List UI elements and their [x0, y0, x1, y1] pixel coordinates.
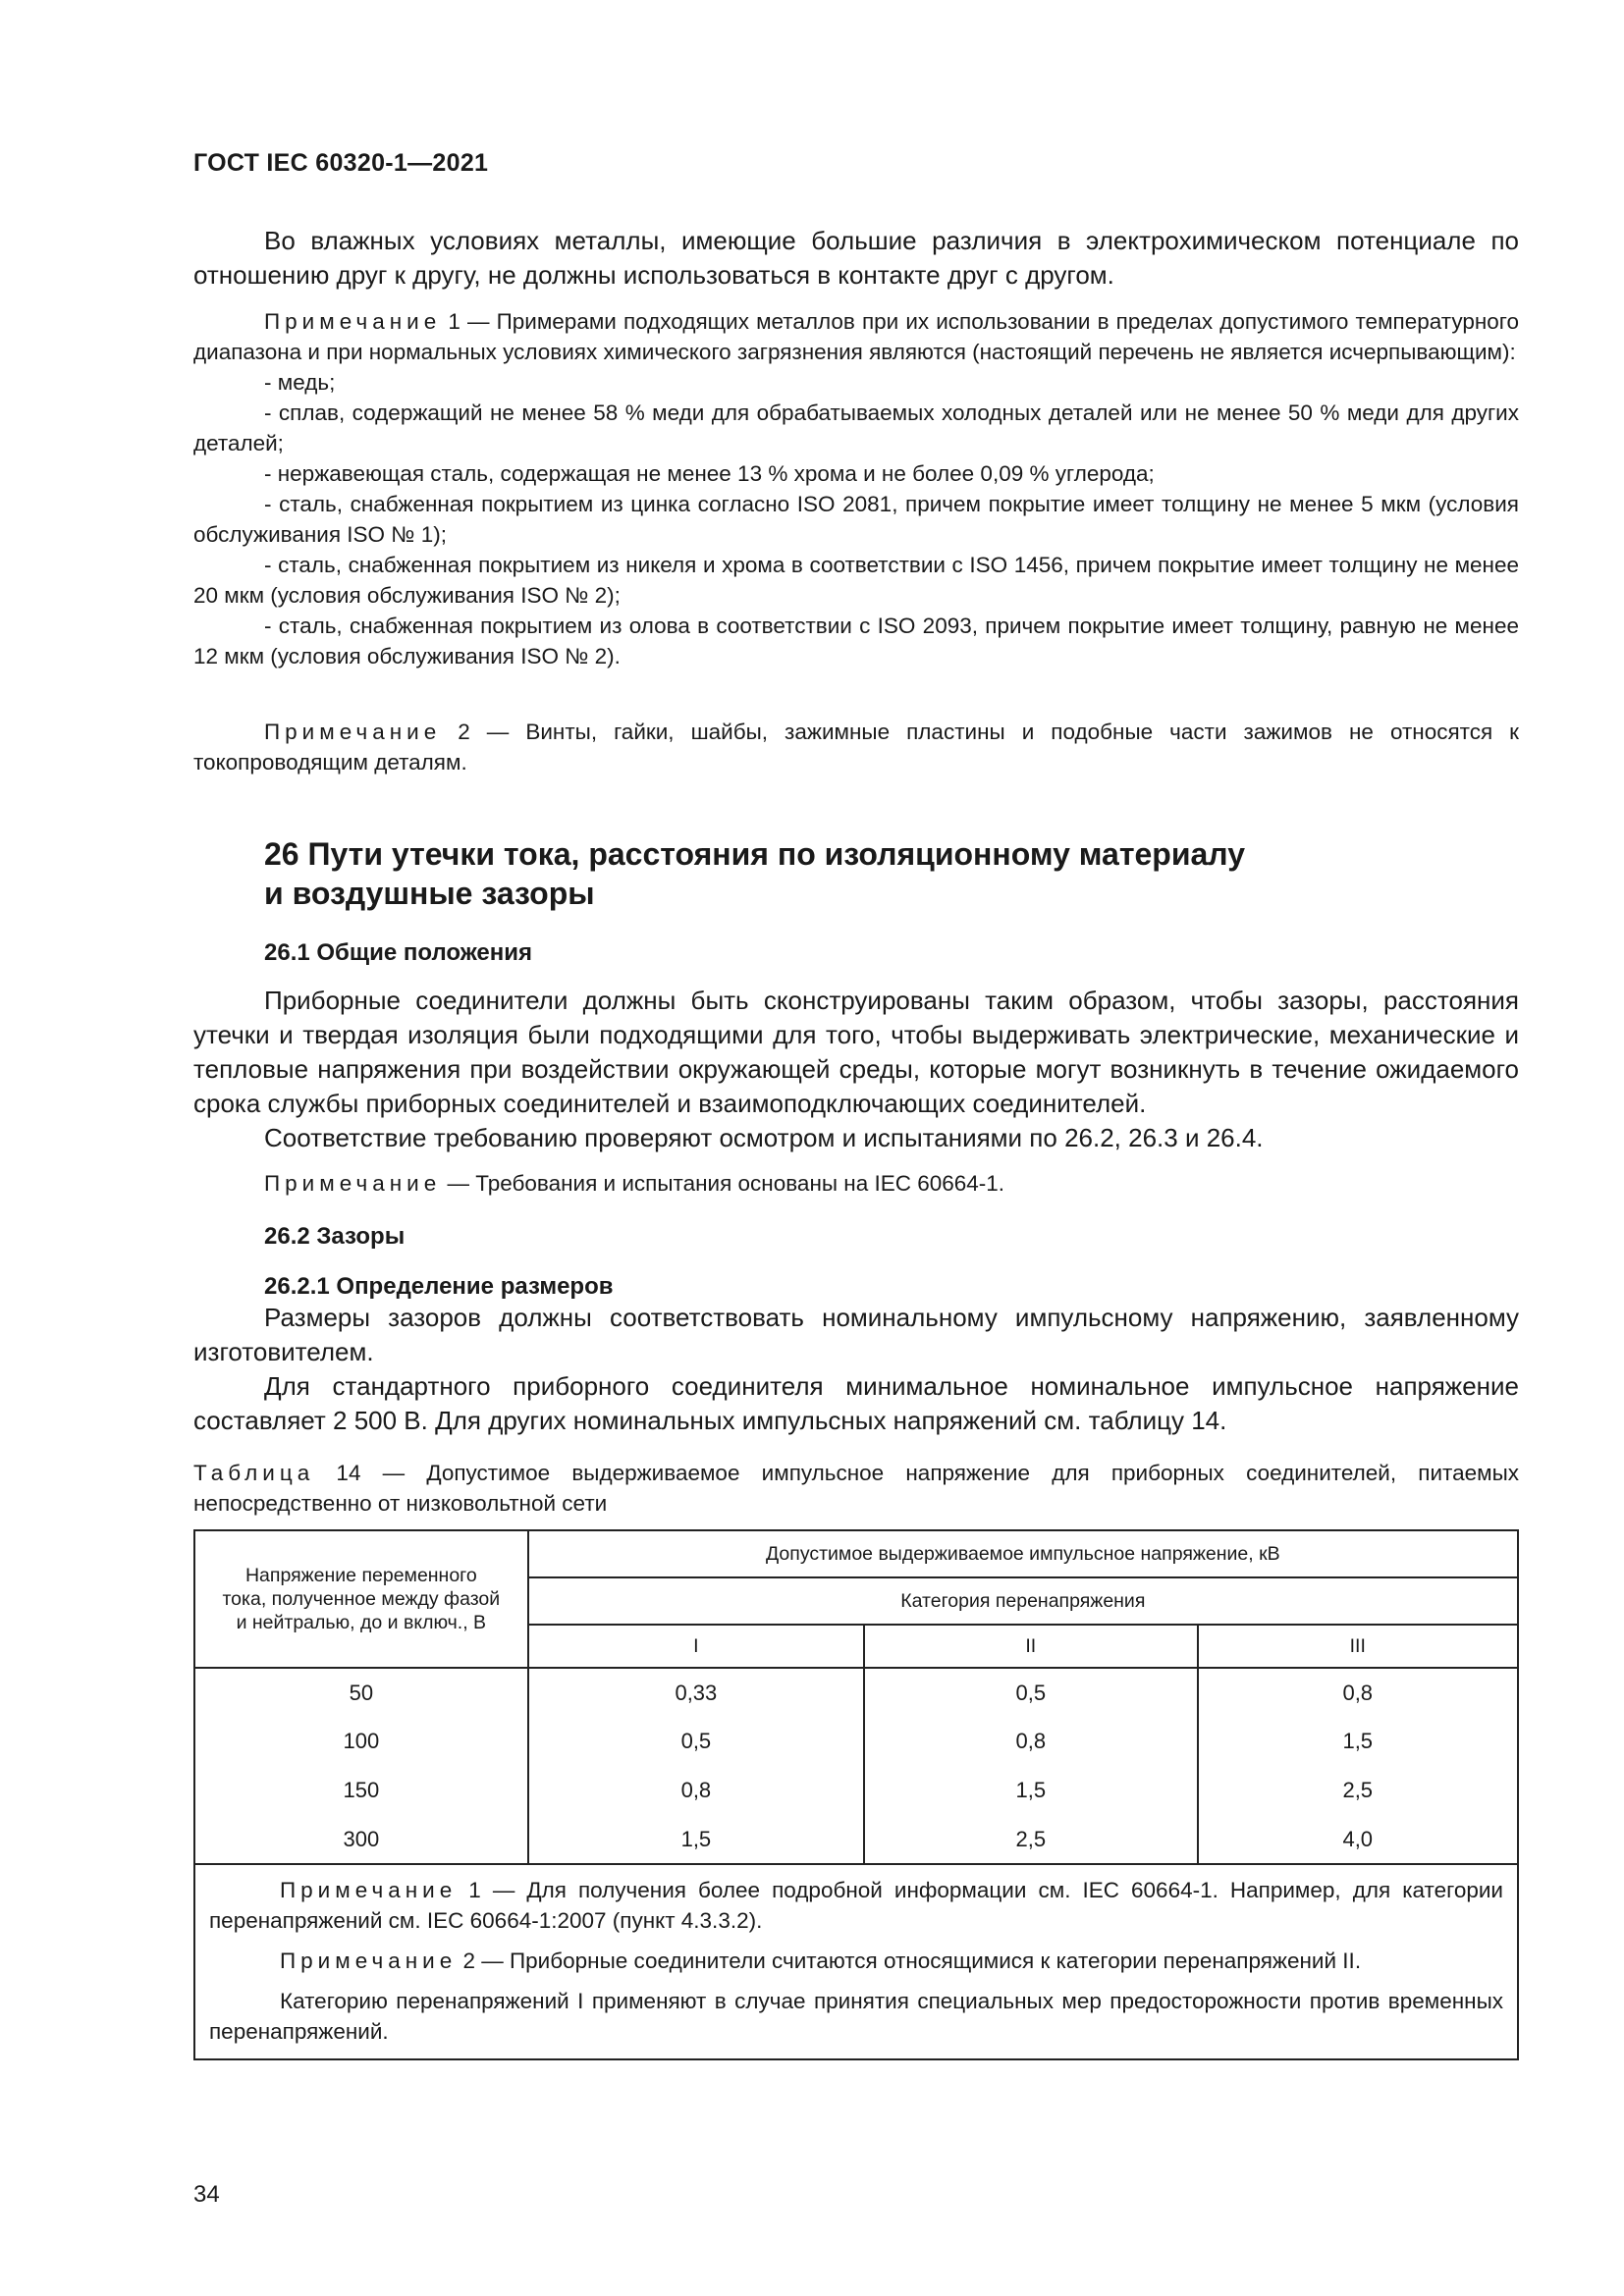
- table-cell: 300: [194, 1815, 528, 1864]
- note-1-item: - сталь, снабженная покрытием из цинка согласно ISO 2081, причем покрытие имеет толщину не менее 5 мкм (условия обслуживания ISO № 1);: [193, 492, 1519, 547]
- intro-block: [193, 224, 1519, 293]
- table-14-notes: [194, 1864, 1518, 2059]
- document-header: ГОСТ IEC 60320-1—2021: [193, 149, 489, 177]
- table-cell: 0,5: [528, 1717, 864, 1766]
- table-14-category-header: III: [1198, 1625, 1518, 1668]
- table-cell: 0,8: [864, 1717, 1197, 1766]
- note-1-item: - сплав, содержащий не менее 58 % меди для обрабатываемых холодных деталей или не менее 50 % меди для других деталей;: [193, 400, 1519, 455]
- section-26-1-paragraph: Приборные соединители должны быть сконструированы таким образом, чтобы зазоры, расстояния утечки и твердая изоляция были подходящими для того, чтобы выдерживать электрические, механические и тепловые напряжения при воздействии окружающей среды, которые могут возникнуть в течение ожидаемого срока службы приборных соединителей и взаимоподключающих соединителей.: [193, 986, 1519, 1118]
- table-14-note-1: [195, 1875, 1517, 1936]
- table-14-grid: [193, 1529, 1519, 2060]
- note-1-lead: [193, 306, 1519, 367]
- section-26-2-title: 26.2 Зазоры: [264, 1223, 406, 1250]
- table-cell: 0,5: [864, 1668, 1197, 1717]
- table-cell: 1,5: [528, 1815, 864, 1864]
- note-1-item: - нержавеющая сталь, содержащая не менее 13 % хрома и не более 0,09 % углерода;: [264, 461, 1155, 486]
- table-14-subgroup-header: Категория перенапряжения: [528, 1577, 1518, 1625]
- note-1-item: - сталь, снабженная покрытием из никеля и хрома в соответствии с ISO 1456, причем покрытие имеет толщину не менее 20 мкм (условия обслуживания ISO № 2);: [193, 553, 1519, 608]
- section-26-2-1-paragraph-2: Для стандартного приборного соединителя минимальное номинальное импульсное напряжение составляет 2 500 В. Для других номинальных импульсных напряжений см. таблицу 14.: [193, 1371, 1519, 1435]
- table-14-note-1-label: Примечание: [280, 1878, 458, 1902]
- table-cell: 0,33: [528, 1668, 864, 1717]
- note-1-item: - сталь, снабженная покрытием из олова в соответствии с ISO 2093, причем покрытие имеет толщину, равную не менее 12 мкм (условия обслуживания ISO № 2).: [193, 614, 1519, 668]
- section-26-1-body: [193, 984, 1519, 1155]
- table-14-note-2-label: Примечание: [280, 1949, 458, 1973]
- table-14-note-1-text: 1 — Для получения более подробной информации см. IEC 60664-1. Например, для категории перенапряжений см. IEC 60664-1:2007 (пункт 4.3.3.2).: [209, 1878, 1503, 1933]
- table-14-col1-header: Напряжение переменного тока, полученное между фазой и нейтралью, до и включ., В: [194, 1530, 528, 1668]
- section-26-2: [193, 1223, 1519, 1251]
- table-cell: 0,8: [528, 1766, 864, 1815]
- table-cell: 150: [194, 1766, 528, 1815]
- note-2-label: Примечание: [264, 720, 442, 744]
- table-14-caption: [193, 1458, 1519, 1519]
- table-14-note-2-text: 2 — Приборные соединители считаются относящимися к категории перенапряжений II.: [457, 1949, 1362, 1973]
- table-14-note-3: Категорию перенапряжений I применяют в случае принятия специальных мер предосторожности против временных перенапряжений.: [209, 1989, 1503, 2044]
- table-row: [194, 1668, 1518, 1717]
- section-26-2-1: [193, 1273, 1519, 1438]
- intro-paragraph: Во влажных условиях металлы, имеющие большие различия в электрохимическом потенциале по отношению друг к другу, не должны использоваться в контакте друг с другом.: [193, 226, 1519, 290]
- section-26-1-note: [193, 1168, 1519, 1199]
- table-14-caption-label: Таблица: [193, 1461, 315, 1485]
- section-26-1: [193, 939, 1519, 967]
- table-cell: 2,5: [864, 1815, 1197, 1864]
- table-row: [194, 1717, 1518, 1766]
- note-1-text: 1 — Примерами подходящих металлов при их использовании в пределах допустимого температурного диапазона и при нормальных условиях химического загрязнения являются (настоящий перечень не является исчерпывающим):: [193, 309, 1519, 364]
- table-cell: 50: [194, 1668, 528, 1717]
- table-14-group-header: Допустимое выдерживаемое импульсное напряжение, кВ: [528, 1530, 1518, 1577]
- table-14-caption-text: 14 — Допустимое выдерживаемое импульсное напряжение для приборных соединителей, питаемых непосредственно от низковольтной сети: [193, 1461, 1519, 1516]
- table-cell: 2,5: [1198, 1766, 1518, 1815]
- table-cell: 4,0: [1198, 1815, 1518, 1864]
- table-row: [194, 1815, 1518, 1864]
- section-26-1-compliance: Соответствие требованию проверяют осмотром и испытаниями по 26.2, 26.3 и 26.4.: [264, 1123, 1264, 1152]
- table-14-category-header: I: [528, 1625, 864, 1668]
- section-26-2-1-title: 26.2.1 Определение размеров: [264, 1273, 614, 1300]
- note-1: [193, 306, 1519, 671]
- note-1-item: - медь;: [264, 370, 336, 395]
- section-26-1-note-label: Примечание: [264, 1171, 442, 1196]
- section-26-1-title: 26.1 Общие положения: [264, 939, 533, 966]
- table-14: [193, 1529, 1519, 2060]
- table-cell: 1,5: [864, 1766, 1197, 1815]
- note-1-label: Примечание: [264, 309, 442, 334]
- section-26-title-line1: 26 Пути утечки тока, расстояния по изоляционному материалу: [264, 836, 1245, 872]
- table-row: [194, 1766, 1518, 1815]
- note-2: [193, 717, 1519, 777]
- section-26-heading: [193, 834, 1519, 913]
- table-cell: 1,5: [1198, 1717, 1518, 1766]
- section-26-title-line2: и воздушные зазоры: [264, 876, 595, 911]
- note-2-text: 2 — Винты, гайки, шайбы, зажимные пластины и подобные части зажимов не относятся к токопроводящим деталям.: [193, 720, 1519, 774]
- table-cell: 0,8: [1198, 1668, 1518, 1717]
- section-26-2-1-paragraph-1: Размеры зазоров должны соответствовать номинальному импульсному напряжению, заявленному изготовителем.: [193, 1303, 1519, 1366]
- page-number: 34: [193, 2181, 220, 2208]
- table-cell: 100: [194, 1717, 528, 1766]
- table-14-note-2: [195, 1946, 1517, 1976]
- table-14-category-header: II: [864, 1625, 1197, 1668]
- section-26-1-note-text: — Требования и испытания основаны на IEC 60664-1.: [441, 1171, 1005, 1196]
